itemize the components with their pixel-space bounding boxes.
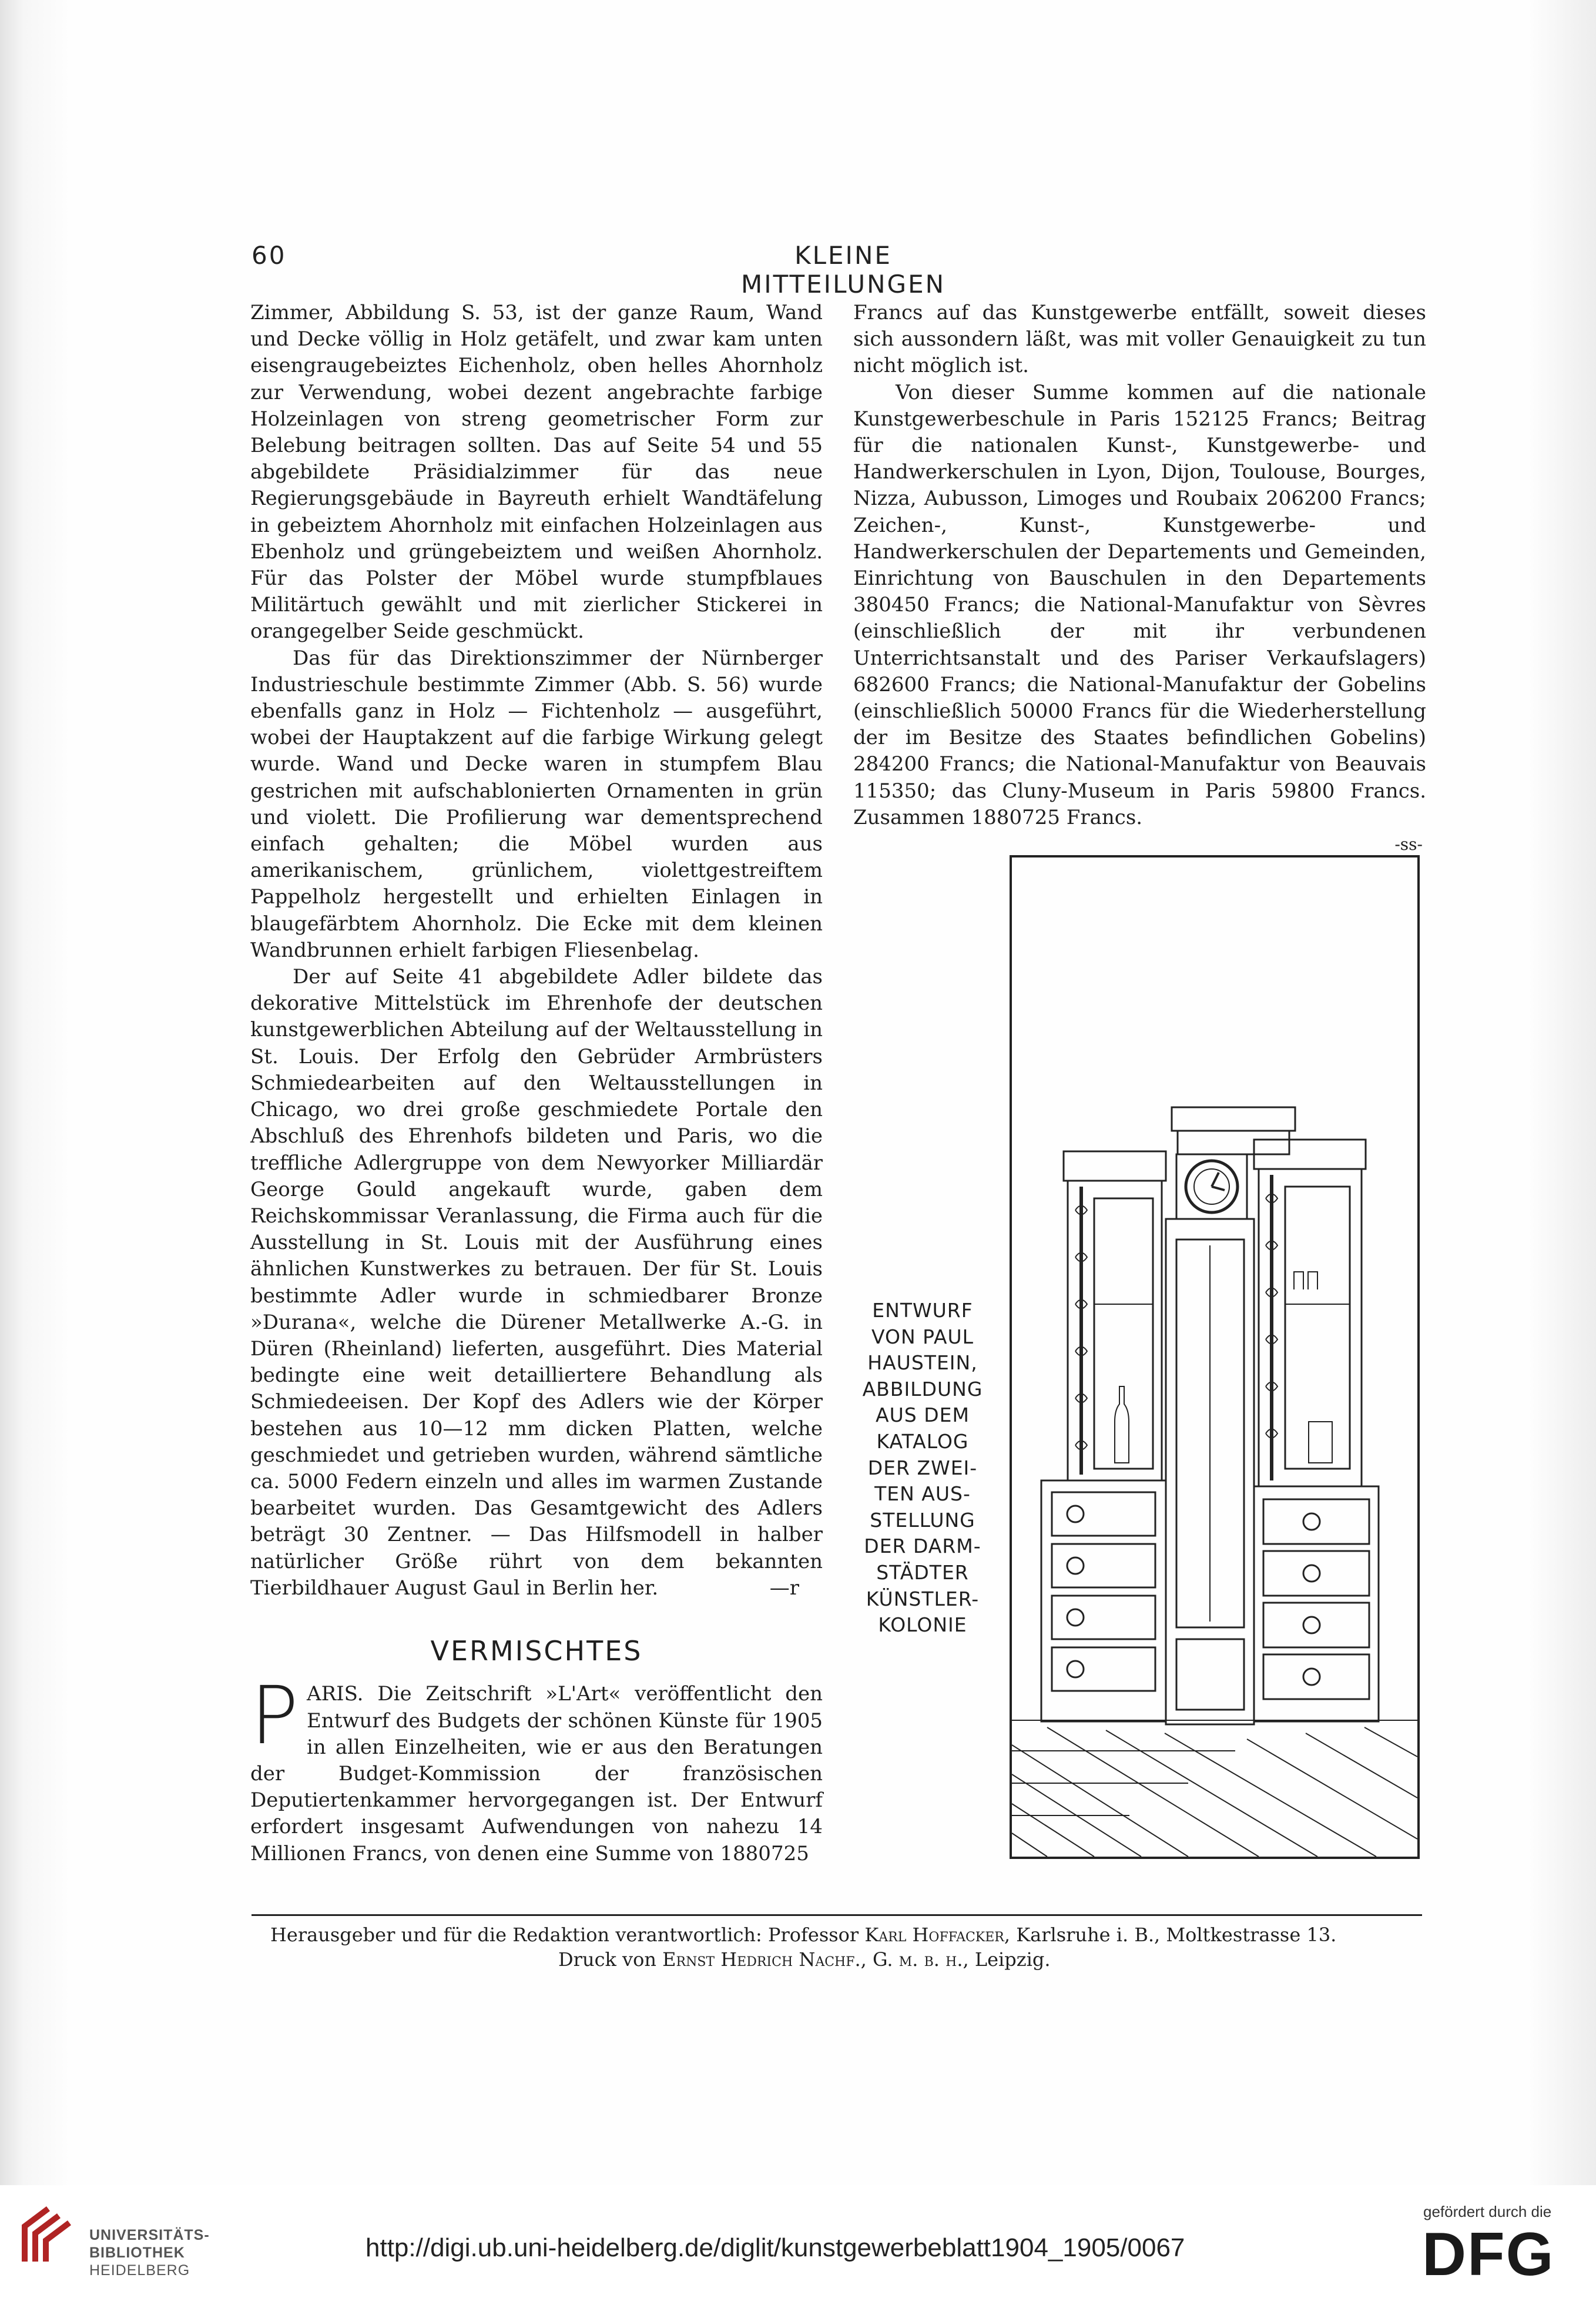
drop-cap: P (250, 1670, 299, 1763)
caption-line: ENTWURF (872, 1299, 973, 1322)
caption-line: DER ZWEI- (867, 1456, 978, 1479)
page-number: 60 (252, 241, 287, 270)
paragraph: Francs auf das Kunstgewerbe entfällt, soweit dieses sich aussondern läßt, was mit voller Genauigkeit zu tun nicht möglich ist. (853, 301, 1426, 378)
publisher-name: Karl Hoffacker (864, 1924, 1004, 1946)
publisher-suffix: , Karlsruhe i. B., Moltkestrasse 13. (1004, 1924, 1337, 1946)
source-url-link[interactable]: http://digi.ub.uni-heidelberg.de/diglit/kunstgewerbeblatt1904_1905/0067 (366, 2233, 1185, 2262)
figure-caption (846, 1298, 999, 1639)
section-title: VERMISCHTES (430, 1635, 643, 1667)
caption-line: KÜNSTLER- (866, 1587, 980, 1610)
digitization-banner (0, 2185, 1596, 2298)
author-signature: -ss- (1394, 835, 1423, 855)
caption-line: TEN AUS- (874, 1482, 971, 1506)
caption-line: STÄDTER (876, 1560, 969, 1584)
running-title: KLEINE MITTEILUNGEN (740, 241, 946, 299)
printer-name: Ernst Hedrich Nachf., G. m. b. h. (662, 1948, 963, 1971)
printer-suffix: , Leipzig. (963, 1948, 1051, 1971)
caption-line: KATALOG (876, 1429, 969, 1453)
caption-line: ABBILDUNG (862, 1377, 983, 1401)
paragraph: Zimmer, Abbildung S. 53, ist der ganze Raum, Wand und Decke völlig in Holz getäfelt, und zwar kam unten eisengraugebeiztes Eichenholz, oben helles Ahornholz zur Verwendung, wobei dezent angebrachte farbige Holzeinlagen von streng geometrischer Form zur Belebung beitragen sollten. Das auf Seite 54 und 55 abgebildete Präsidialzimmer für das neue Regierungsgebäude in Bayreuth erhielt Wandtäfelung in gebeiztem Ahornholz mit einfachen Holzeinlagen aus Ebenholz und grüngebeiztem und weißen Ahornholz. Für das Polster der Möbel wurde stumpfblaues Militärtuch gewählt und mit zierlicher Stickerei in orangegelber Seide geschmückt. (250, 301, 823, 644)
library-name: UNIVERSITÄTS- BIBLIOTHEK HEIDELBERG (89, 2227, 210, 2279)
publisher-line (270, 1924, 1336, 1946)
right-column (853, 300, 1426, 857)
cabinet-illustration (1010, 855, 1420, 1859)
paragraph: Das für das Direktionszimmer der Nürnberger Industrieschule bestimmte Zimmer (Abb. S. 56) wurde ebenfalls ganz in Holz — Fichtenholz — ausgeführt, wobei der Hauptakzent auf die farbige Wirkung gelegt wurde. Wand und Decke waren in stumpfem Blau gestrichen mit aufschablonierten Ornamenten in grün und violett. Die Profilierung war dementsprechend einfach gehalten; die Möbel wurden aus amerikanischem, grünlichem, violettgestreiftem Pappelholz hergestellt und erhielten Einlagen in blaugefärbtem Ahornholz. Die Ecke mit dem kleinen Wandbrunnen erhielt farbigen Fliesenbelag. (250, 646, 823, 962)
caption-line: STELLUNG (870, 1508, 975, 1532)
caption-line: HAUSTEIN, (867, 1351, 978, 1375)
left-column (250, 300, 823, 1867)
printer-line (558, 1948, 1051, 1971)
paragraph: Von dieser Summe kommen auf die nationale Kunstgewerbeschule in Paris 152125 Francs; Beitrag für die nationalen Kunst-, Kunstgewerbe- und Handwerkerschulen in Lyon, Dijon, Toulouse, Bourges, Nizza, Aubusson, Limoges und Roubaix 206200 Francs; Zeichen-, Kunst-, Kunstgewerbe- und Handwerkerschulen der Departements und Gemeinden, Einrichtung von Bauschulen in den Departements 380450 Francs; die National-Manufaktur von Sèvres (einschließlich der mit ihr verbundenen Unterrichtsanstalt und des Pariser Verkaufslagers) 682600 Francs; die National-Manufaktur der Gobelins (einschließlich 50000 Francs für die Wiederherstellung der im Besitze des Staates befindlichen Gobelins) 284200 Francs; die National-Manufaktur von Beauvais 115350; das Cluny-Museum in Paris 59800 Francs. Zusammen 1880725 Francs. (853, 380, 1426, 829)
cabinet-drawing (1012, 857, 1417, 1857)
funded-by-label: gefördert durch die (1423, 2203, 1552, 2220)
dfg-logo: DFG (1422, 2220, 1555, 2289)
printer-prefix: Druck von (558, 1948, 656, 1971)
footer-rule (252, 1914, 1422, 1916)
paragraph: Der auf Seite 41 abgebildete Adler bildete das dekorative Mittelstück im Ehrenhofe der deutschen kunstgewerblichen Abteilung auf der Weltausstellung in St. Louis. Der Erfolg den Gebrüder Armbrüsters Schmiedearbeiten auf den Weltausstellungen in Chicago, wo drei große geschmiedete Portale den Abschluß des Ehrenhofs bildeten und Paris, wo die treffliche Adlergruppe von dem Newyorker Milliardär George Gould angekauft wurde, gaben dem Reichskommissar Veranlassung, die Firma auch für die Ausstellung in St. Louis mit der Ausführung eines ähnlichen Kunstwerkes zu betrauen. Der für St. Louis bestimmte Adler wurde in schmiedbarer Bronze »Durana«, welche die Dürener Metallwerke A.-G. in Düren (Rheinland) lieferten, ausgeführt. Dies Material bedingte eine weit detailliertere Behandlung als Schmiedeeisen. Der Kopf des Adlers wie der Körper bestehen aus 10—12 mm dicken Platten, welche geschmiedet und getrieben wurden, während sämtliche ca. 5000 Federn einzeln und alles im warmen Zustande bearbeitet wurden. Das Gesamtgewicht des Adlers beträgt 30 Zentner. — Das Hilfsmodell in halber natürlicher Größe rührt von dem bekannten Tierbildhauer August Gaul in Berlin her. (250, 965, 823, 1600)
section-text: ARIS. Die Zeitschrift »L'Art« veröffentlicht den Entwurf des Budgets der schönen Künste für 1905 in allen Einzelheiten, wie er aus den Beratungen der Budget-Kommission der französischen Deputiertenkammer hervorgegangen ist. Der Entwurf erfordert insgesamt Aufwendungen von nahezu 14 Millionen Francs, von denen eine Summe von 1880725 (250, 1682, 823, 1865)
floor-hatching (1012, 1720, 1417, 1857)
caption-line: DER DARM- (864, 1535, 981, 1558)
caption-line: VON PAUL (871, 1325, 974, 1348)
author-signature: —r (769, 1576, 799, 1600)
caption-line: AUS DEM (876, 1403, 970, 1427)
library-logo-icon (13, 2203, 78, 2267)
section-paragraph (250, 1670, 823, 1867)
publisher-prefix: Herausgeber und für die Redaktion verantwortlich: Professor (270, 1924, 859, 1946)
caption-line: KOLONIE (878, 1613, 967, 1637)
